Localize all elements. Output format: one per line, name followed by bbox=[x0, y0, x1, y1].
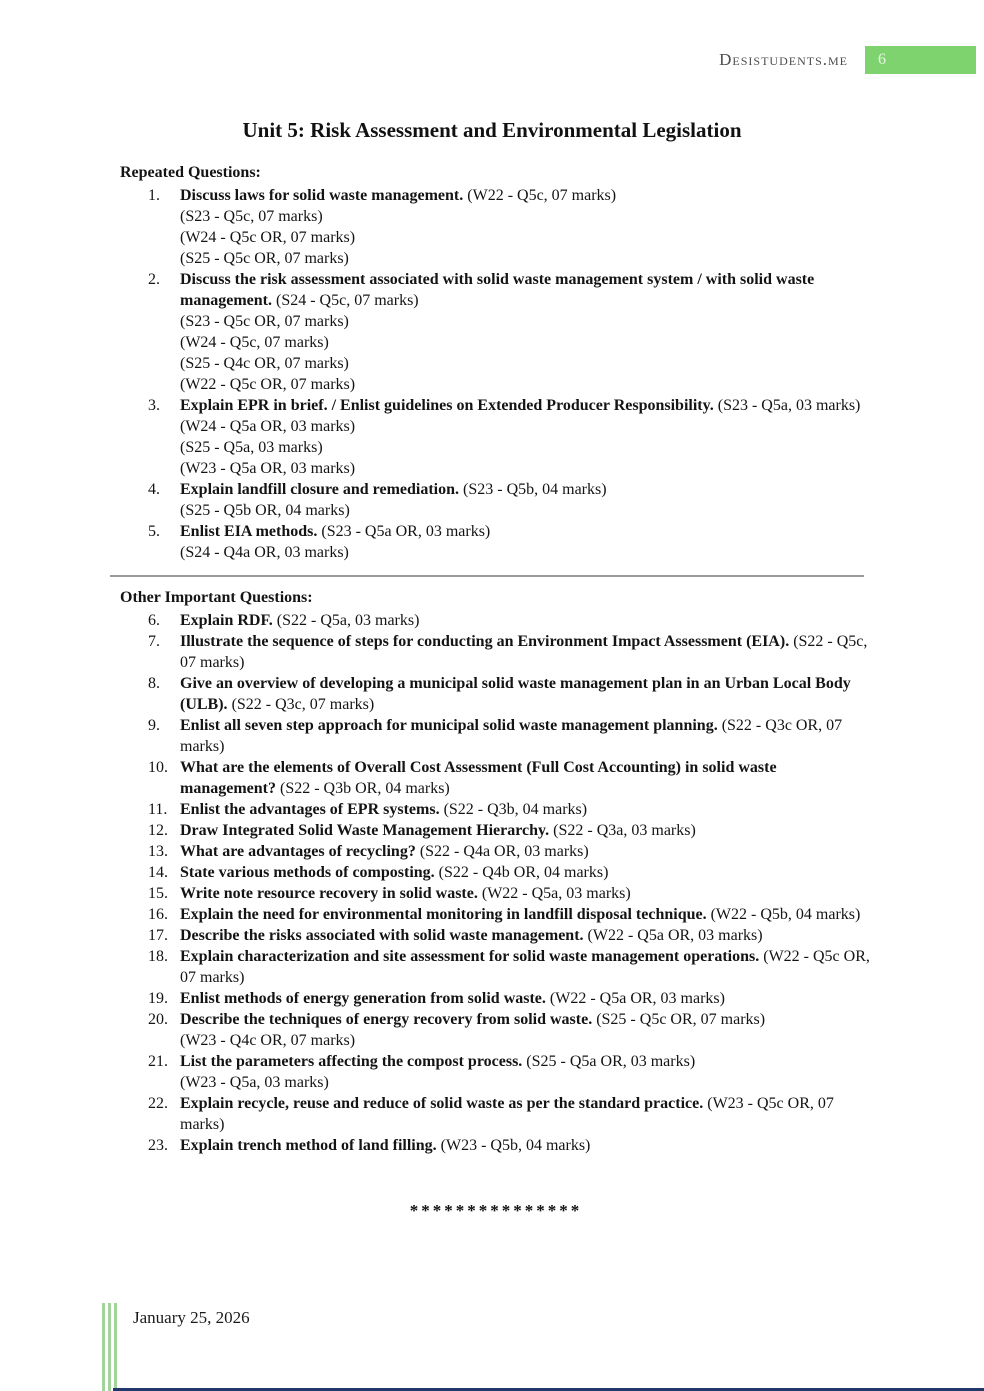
footer-date: January 25, 2026 bbox=[133, 1308, 250, 1327]
question-body bbox=[180, 988, 870, 1009]
question-item bbox=[120, 925, 872, 946]
question-item bbox=[120, 1009, 872, 1051]
question-ref-line: (S25 - Q4c OR, 07 marks) bbox=[180, 355, 349, 372]
green-bar bbox=[102, 1303, 105, 1391]
question-ref: (W22 - Q5c OR, 07 marks) bbox=[180, 948, 870, 986]
question-item bbox=[120, 820, 872, 841]
question-text: Explain the need for environmental monitoring in landfill disposal technique. bbox=[180, 906, 711, 923]
question-ref: (W23 - Q5b, 04 marks) bbox=[440, 1137, 591, 1154]
question-item bbox=[120, 904, 872, 925]
question-item bbox=[120, 799, 872, 820]
question-text: Enlist EIA methods. bbox=[180, 523, 322, 540]
question-item bbox=[120, 479, 872, 521]
question-text: Enlist the advantages of EPR systems. bbox=[180, 801, 444, 818]
question-number: 20. bbox=[148, 1011, 168, 1028]
question-ref-line: (W24 - Q5c, 07 marks) bbox=[180, 334, 329, 351]
question-text: Explain RDF. bbox=[180, 612, 277, 629]
question-text: Write note resource recovery in solid waste. bbox=[180, 885, 482, 902]
question-ref: (S22 - Q3b OR, 04 marks) bbox=[279, 780, 450, 797]
page-header bbox=[0, 46, 984, 76]
question-ref: (S23 - Q5b, 04 marks) bbox=[463, 481, 607, 498]
end-separator: *************** bbox=[409, 1201, 583, 1220]
question-body bbox=[180, 185, 870, 269]
question-list bbox=[120, 185, 872, 563]
question-item bbox=[120, 521, 872, 563]
question-body bbox=[180, 1051, 870, 1093]
question-text: What are advantages of recycling? bbox=[180, 843, 420, 860]
page-title: Unit 5: Risk Assessment and Environmental Legislation bbox=[242, 118, 742, 142]
question-item bbox=[120, 269, 872, 395]
question-number: 3. bbox=[148, 397, 160, 414]
question-text: Enlist all seven step approach for municipal solid waste management planning. bbox=[180, 717, 722, 734]
question-body bbox=[180, 1093, 870, 1135]
question-body bbox=[180, 1009, 870, 1051]
question-item bbox=[120, 988, 872, 1009]
green-bar bbox=[108, 1303, 111, 1391]
question-number: 11. bbox=[148, 801, 168, 818]
question-number: 16. bbox=[148, 906, 168, 923]
question-body bbox=[180, 904, 870, 925]
question-ref: (W22 - Q5b, 04 marks) bbox=[710, 906, 861, 923]
question-ref: (S25 - Q5a OR, 03 marks) bbox=[526, 1053, 696, 1070]
question-ref-line: (W24 - Q5a OR, 03 marks) bbox=[180, 418, 356, 435]
question-text: Discuss laws for solid waste management. bbox=[180, 187, 468, 204]
question-ref-line: (W24 - Q5c OR, 07 marks) bbox=[180, 229, 356, 246]
question-ref: (S22 - Q3a, 03 marks) bbox=[553, 822, 696, 839]
question-ref-line: (S23 - Q5c OR, 07 marks) bbox=[180, 313, 349, 330]
question-item bbox=[120, 1051, 872, 1093]
question-text: Draw Integrated Solid Waste Management Hierarchy. bbox=[180, 822, 554, 839]
question-text: Explain EPR in brief. / Enlist guidelines on Extended Producer Responsibility. bbox=[180, 397, 718, 414]
section-divider bbox=[110, 575, 864, 577]
question-ref-line: (S23 - Q5c, 07 marks) bbox=[180, 208, 323, 225]
question-number: 9. bbox=[148, 717, 160, 734]
question-item bbox=[120, 1093, 872, 1135]
question-number: 10. bbox=[148, 759, 168, 776]
question-content bbox=[120, 162, 872, 1221]
question-number: 15. bbox=[148, 885, 168, 902]
question-body bbox=[180, 631, 870, 673]
question-body bbox=[180, 862, 870, 883]
question-ref-line: (S25 - Q5a, 03 marks) bbox=[180, 439, 323, 456]
question-item bbox=[120, 862, 872, 883]
question-ref: (W22 - Q5a, 03 marks) bbox=[481, 885, 631, 902]
question-body bbox=[180, 479, 870, 521]
question-number: 21. bbox=[148, 1053, 168, 1070]
question-item bbox=[120, 1135, 872, 1156]
question-text: Enlist methods of energy generation from solid waste. bbox=[180, 990, 550, 1007]
question-item bbox=[120, 946, 872, 988]
question-body bbox=[180, 883, 870, 904]
question-ref: (S22 - Q5a, 03 marks) bbox=[276, 612, 420, 629]
question-ref: (S25 - Q5c OR, 07 marks) bbox=[596, 1011, 766, 1028]
question-body bbox=[180, 925, 870, 946]
question-ref: (W22 - Q5c, 07 marks) bbox=[467, 187, 617, 204]
green-bar bbox=[114, 1303, 117, 1391]
question-body bbox=[180, 269, 870, 395]
question-number: 2. bbox=[148, 271, 160, 288]
question-text: Give an overview of developing a municipal solid waste management plan in an Urban Local Body (ULB). bbox=[180, 675, 851, 713]
question-number: 13. bbox=[148, 843, 168, 860]
page-number-badge bbox=[865, 46, 976, 74]
question-item bbox=[120, 673, 872, 715]
question-list bbox=[120, 610, 872, 1156]
question-ref-line: (S25 - Q5b OR, 04 marks) bbox=[180, 502, 350, 519]
section-heading: Other Important Questions: bbox=[120, 589, 313, 606]
question-text: State various methods of composting. bbox=[180, 864, 439, 881]
question-text: Explain landfill closure and remediation. bbox=[180, 481, 464, 498]
question-ref-line: (W22 - Q5c OR, 07 marks) bbox=[180, 376, 356, 393]
question-text: What are the elements of Overall Cost Assessment (Full Cost Accounting) in solid waste management? bbox=[180, 759, 777, 797]
question-text: Illustrate the sequence of steps for conducting an Environment Impact Assessment (EIA). bbox=[180, 633, 794, 650]
question-body bbox=[180, 820, 870, 841]
question-text: Explain recycle, reuse and reduce of solid waste as per the standard practice. bbox=[180, 1095, 708, 1112]
question-number: 23. bbox=[148, 1137, 168, 1154]
question-text: Explain characterization and site assessment for solid waste management operations. bbox=[180, 948, 764, 965]
question-item bbox=[120, 715, 872, 757]
question-item bbox=[120, 631, 872, 673]
question-number: 12. bbox=[148, 822, 168, 839]
question-body bbox=[180, 673, 870, 715]
question-ref: (S22 - Q5c, 07 marks) bbox=[180, 633, 868, 671]
question-number: 4. bbox=[148, 481, 160, 498]
question-number: 5. bbox=[148, 523, 160, 540]
question-body bbox=[180, 715, 870, 757]
question-ref-line: (S24 - Q4a OR, 03 marks) bbox=[180, 544, 349, 561]
question-item bbox=[120, 841, 872, 862]
question-ref: (S23 - Q5a, 03 marks) bbox=[717, 397, 861, 414]
page-number: 6 bbox=[878, 51, 886, 68]
question-ref-line: (S25 - Q5c OR, 07 marks) bbox=[180, 250, 349, 267]
footer-green-bars-decoration bbox=[102, 1303, 120, 1391]
question-number: 8. bbox=[148, 675, 160, 692]
question-text: Explain trench method of land filling. bbox=[180, 1137, 441, 1154]
question-item bbox=[120, 757, 872, 799]
question-number: 6. bbox=[148, 612, 160, 629]
question-ref: (W22 - Q5a OR, 03 marks) bbox=[587, 927, 763, 944]
sections-container bbox=[120, 162, 872, 1156]
question-ref: (S22 - Q3c, 07 marks) bbox=[231, 696, 375, 713]
question-item bbox=[120, 395, 872, 479]
question-ref: (S22 - Q4a OR, 03 marks) bbox=[419, 843, 589, 860]
section-heading: Repeated Questions: bbox=[120, 164, 261, 181]
question-number: 22. bbox=[148, 1095, 168, 1112]
question-ref: (S22 - Q3b, 04 marks) bbox=[443, 801, 588, 818]
question-ref: (W23 - Q5c OR, 07 marks) bbox=[180, 1095, 834, 1133]
question-text: Describe the techniques of energy recovery from solid waste. bbox=[180, 1011, 597, 1028]
question-ref-line: (W23 - Q4c OR, 07 marks) bbox=[180, 1032, 356, 1049]
question-ref: (S24 - Q5c, 07 marks) bbox=[275, 292, 419, 309]
question-body bbox=[180, 841, 870, 862]
question-item bbox=[120, 185, 872, 269]
question-body bbox=[180, 610, 870, 631]
question-ref: (W22 - Q5a OR, 03 marks) bbox=[549, 990, 725, 1007]
question-ref-line: (W23 - Q5a OR, 03 marks) bbox=[180, 460, 356, 477]
question-item bbox=[120, 610, 872, 631]
site-name: Desistudents.me bbox=[719, 50, 848, 69]
question-number: 19. bbox=[148, 990, 168, 1007]
question-number: 1. bbox=[148, 187, 160, 204]
question-ref: (S22 - Q4b OR, 04 marks) bbox=[438, 864, 609, 881]
question-text: Discuss the risk assessment associated with solid waste management system / with solid waste management. bbox=[180, 271, 815, 309]
question-item bbox=[120, 883, 872, 904]
question-number: 18. bbox=[148, 948, 168, 965]
question-body bbox=[180, 799, 870, 820]
question-number: 17. bbox=[148, 927, 168, 944]
question-body bbox=[180, 757, 870, 799]
question-ref-line: (W23 - Q5a, 03 marks) bbox=[180, 1074, 329, 1091]
question-ref: (S23 - Q5a OR, 03 marks) bbox=[321, 523, 491, 540]
question-body bbox=[180, 521, 870, 563]
question-number: 14. bbox=[148, 864, 168, 881]
question-text: List the parameters affecting the compost process. bbox=[180, 1053, 527, 1070]
question-ref: (S22 - Q3c OR, 07 marks) bbox=[180, 717, 843, 755]
question-body bbox=[180, 1135, 870, 1156]
question-body bbox=[180, 395, 870, 479]
question-number: 7. bbox=[148, 633, 160, 650]
question-body bbox=[180, 946, 870, 988]
question-text: Describe the risks associated with solid waste management. bbox=[180, 927, 588, 944]
